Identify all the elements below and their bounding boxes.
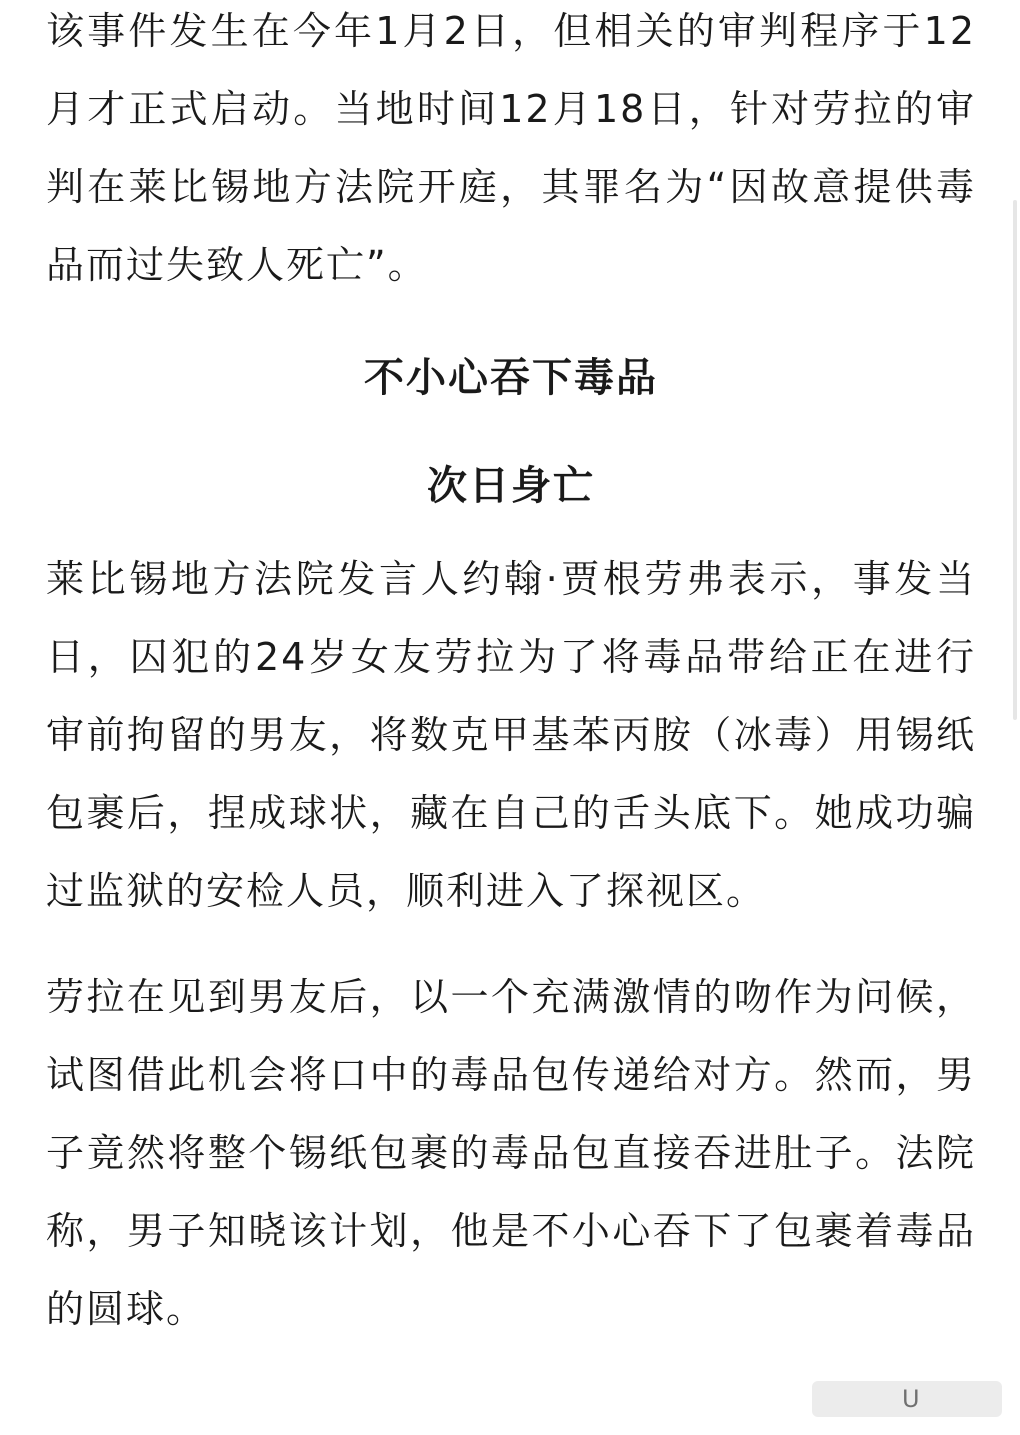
article-body xyxy=(46,0,976,1348)
paragraph-1: 该事件发生在今年1月2日，但相关的审判程序于12月才正式启动。当地时间12月18日，针对劳拉的审判在莱比锡地方法院开庭，其罪名为“因故意提供毒品而过失致人死亡”。 xyxy=(46,9,976,287)
paragraph-spacer xyxy=(46,930,976,958)
scrollbar[interactable] xyxy=(1013,200,1017,720)
watermark-text: U xyxy=(902,1385,920,1413)
paragraph-3: 劳拉在见到男友后，以一个充满激情的吻作为问候，试图借此机会将口中的毒品包传递给对方。然而，男子竟然将整个锡纸包裹的毒品包直接吞进肚子。法院称，男子知晓该计划，他是不小心吞下了包裹着毒品的圆球。 xyxy=(46,975,976,1331)
subheading-1: 不小心吞下毒品 xyxy=(364,355,658,401)
paragraph-2: 莱比锡地方法院发言人约翰·贾根劳弗表示，事发当日，囚犯的24岁女友劳拉为了将毒品带给正在进行审前拘留的男友，将数克甲基苯丙胺（冰毒）用锡纸包裹后，捏成球状，藏在自己的舌头底下。她成功骗过监狱的安检人员，顺利进入了探视区。 xyxy=(46,557,976,913)
watermark-logo xyxy=(812,1381,1002,1417)
subheading-2: 次日身亡 xyxy=(427,463,595,509)
